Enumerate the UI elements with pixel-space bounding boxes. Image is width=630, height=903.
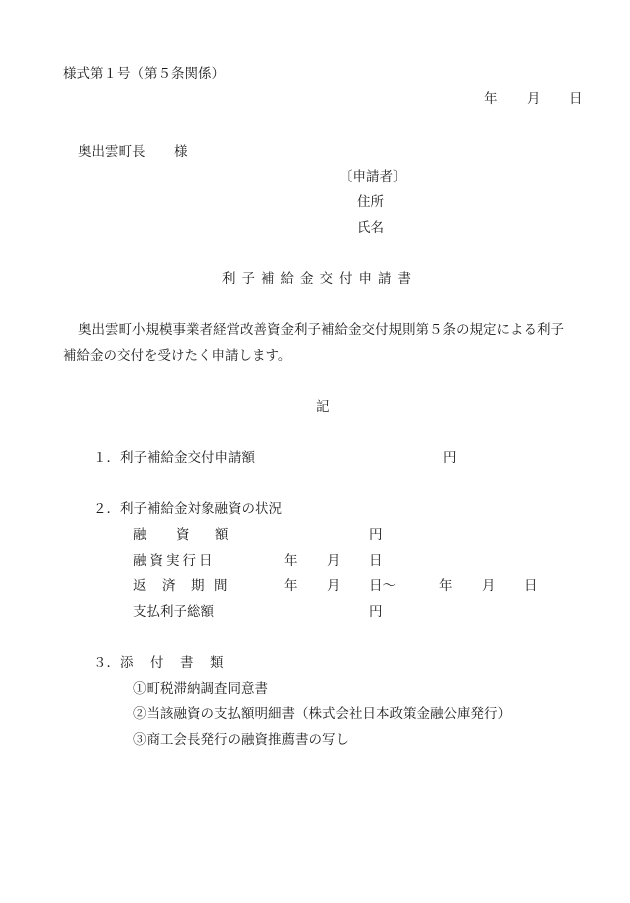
repay-end-month: 月 [482, 578, 496, 594]
date-month-label: 月 [527, 91, 541, 107]
date-day-label: 日 [569, 91, 583, 107]
ki-heading: 記 [316, 399, 330, 415]
item3-number: ３． [93, 655, 120, 671]
item1-unit: 円 [443, 450, 457, 466]
repay-end-day: 日 [524, 578, 538, 594]
attachment-item: ③商工会長発行の融資推薦書の写し [133, 732, 349, 748]
addressee-name: 奥出雲町長 [78, 144, 146, 160]
date-year-label: 年 [484, 91, 498, 107]
loan-date-year: 年 [284, 553, 298, 569]
item1-label: １．利子補給金交付申請額 [93, 450, 255, 466]
applicant-address-label: 住所 [357, 194, 384, 210]
item2-label: ２．利子補給金対象融資の状況 [93, 501, 282, 517]
applicant-name-label: 氏名 [357, 220, 384, 236]
document-title: 利子補給金交付申請書 [222, 271, 417, 287]
loan-date-day: 日 [369, 553, 383, 569]
repay-period-char-3: 期 [191, 578, 205, 594]
repay-period-char-4: 間 [214, 578, 228, 594]
addressee-honorific: 様 [174, 144, 188, 160]
loan-date-month: 月 [327, 553, 341, 569]
loan-amount-unit: 円 [369, 527, 383, 543]
interest-total-unit: 円 [369, 604, 383, 620]
repay-start-day: 日～ [369, 578, 396, 594]
item3-char-2: 付 [150, 655, 164, 671]
interest-total-label: 支払利子総額 [133, 604, 214, 620]
body-line-1: 奥出雲町小規模事業者経営改善資金利子補給金交付規則第５条の規定による利子 [78, 322, 564, 338]
loan-amount-char-2: 資 [176, 527, 190, 543]
repay-start-month: 月 [327, 578, 341, 594]
item3-char-1: 添 [120, 655, 134, 671]
body-line-2: 補給金の交付を受けたく申請します。 [63, 348, 292, 364]
form-number: 様式第１号（第５条関係） [63, 66, 225, 82]
item3-char-3: 書 [180, 655, 194, 671]
repay-end-year: 年 [439, 578, 453, 594]
item3-char-4: 類 [210, 655, 224, 671]
repay-period-char-1: 返 [133, 578, 147, 594]
repay-start-year: 年 [284, 578, 298, 594]
attachment-item: ①町税滞納調査同意書 [133, 681, 268, 697]
attachment-item: ②当該融資の支払額明細書（株式会社日本政策金融公庫発行） [133, 706, 511, 722]
repay-period-char-2: 済 [162, 578, 176, 594]
loan-amount-char-3: 額 [215, 527, 229, 543]
loan-date-label: 融資実行日 [133, 553, 216, 569]
applicant-label: 〔申請者〕 [339, 169, 407, 185]
loan-amount-char-1: 融 [133, 527, 147, 543]
